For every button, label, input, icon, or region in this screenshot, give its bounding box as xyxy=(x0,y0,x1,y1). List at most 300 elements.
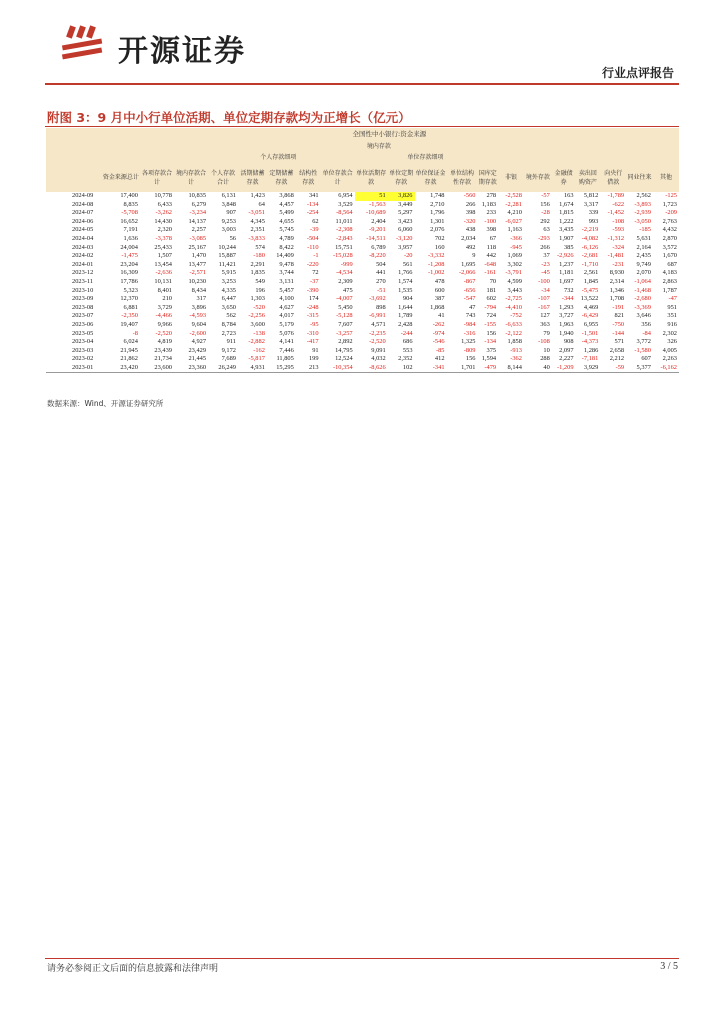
table-cell: 1,674 xyxy=(559,200,574,208)
table-cell: -2,843 xyxy=(336,234,353,242)
table-cell: 1,940 xyxy=(559,329,574,337)
table-cell: -809 xyxy=(463,346,476,354)
table-cell: 6,024 xyxy=(123,338,138,346)
table-cell: 1,835 xyxy=(250,269,265,277)
table-cell: 375 xyxy=(486,346,497,354)
table-cell: 118 xyxy=(486,243,497,251)
table-cell: 102 xyxy=(388,364,415,373)
table-cell: -504 xyxy=(306,234,319,242)
table-cell: 607 xyxy=(641,355,651,363)
table-cell: -95 xyxy=(310,320,319,328)
table-cell: 25,167 xyxy=(188,243,207,251)
table-cell: -8,564 xyxy=(336,209,353,217)
table-cell: 2,710 xyxy=(430,200,445,208)
table-cell: 4,469 xyxy=(583,303,599,311)
table-cell: 1,963 xyxy=(559,320,574,328)
table-cell: -913 xyxy=(510,346,522,354)
table-cell: 4,655 xyxy=(279,217,294,225)
table-cell: 3,650 xyxy=(221,303,236,311)
table-row xyxy=(46,218,679,227)
table-row xyxy=(46,364,679,373)
domestic-header: 境内存款 xyxy=(208,141,552,152)
table-cell: 56 xyxy=(229,234,236,242)
table-cell: -23 xyxy=(541,260,550,268)
table-cell: 3,868 xyxy=(279,192,294,199)
table-cell: -341 xyxy=(415,364,447,373)
table-cell: -867 xyxy=(463,277,476,285)
table-cell: 2,352 xyxy=(398,355,413,363)
table-cell: -231 xyxy=(612,260,625,268)
table-cell: 602 xyxy=(486,295,497,303)
table-cell: -51 xyxy=(377,286,386,294)
table-cell: 2,291 xyxy=(250,260,265,268)
table-cell: 743 xyxy=(465,312,476,320)
column-header: 卖出回购资产 xyxy=(576,163,601,192)
table-cell: -3,332 xyxy=(428,252,445,260)
table-cell: 2,164 xyxy=(636,243,651,251)
table-cell: -945 xyxy=(510,243,522,251)
table-cell: 4,345 xyxy=(250,217,265,225)
table-cell: 7,191 xyxy=(123,226,138,234)
table-cell: -45 xyxy=(541,269,550,277)
table-cell: -6,633 xyxy=(505,320,522,328)
table-cell: -20 xyxy=(403,252,413,260)
table-cell: 2,863 xyxy=(662,277,677,285)
table-row xyxy=(46,252,679,261)
table-row xyxy=(46,330,679,339)
column-header: 资金来源总计 xyxy=(102,163,140,192)
table-cell: 951 xyxy=(667,303,677,311)
table-cell: -2,256 xyxy=(248,312,265,320)
table-cell: 2,723 xyxy=(221,329,236,337)
table-cell: 2,097 xyxy=(559,346,574,354)
table-cell: 199 xyxy=(308,355,319,363)
table-cell: 8,144 xyxy=(498,364,524,373)
table-cell: 3,253 xyxy=(221,277,236,285)
table-cell: -4,466 xyxy=(155,312,172,320)
table-cell: 11,011 xyxy=(335,217,353,225)
table-cell: -3,120 xyxy=(396,234,413,242)
table-cell: 1,670 xyxy=(662,252,677,260)
table-cell: -520 xyxy=(253,303,265,311)
row-date: 2024-07 xyxy=(72,209,94,217)
table-cell: 3,729 xyxy=(157,303,172,311)
row-date: 2024-05 xyxy=(72,226,94,234)
table-cell: 9 xyxy=(472,252,476,260)
row-date: 2024-06 xyxy=(72,217,94,225)
table-cell: 907 xyxy=(226,209,236,217)
table-cell: -1,452 xyxy=(607,209,625,217)
table-cell: 2,302 xyxy=(662,329,677,337)
table-cell: -1,064 xyxy=(634,277,651,285)
table-cell: 4,032 xyxy=(371,355,386,363)
table-cell: -2,308 xyxy=(336,226,353,234)
table-cell: 10,131 xyxy=(154,277,172,285)
table-cell: 5,297 xyxy=(398,209,413,217)
row-date: 2024-04 xyxy=(72,234,94,242)
table-cell: 3,317 xyxy=(583,200,599,208)
table-row xyxy=(46,321,679,330)
table-cell: 2,435 xyxy=(636,252,651,260)
table-cell: 11,421 xyxy=(218,260,236,268)
table-cell: -108 xyxy=(538,338,550,346)
table-cell: 4,017 xyxy=(279,312,294,320)
table-cell: 898 xyxy=(376,303,386,311)
table-cell: 5,745 xyxy=(279,226,294,234)
table-cell: 1,286 xyxy=(583,346,599,354)
table-cell: -3,051 xyxy=(248,209,265,217)
figure-title: 附图 3：9 月中小行单位活期、单位定期存款均为正增长（亿元） xyxy=(47,110,411,125)
table-cell: -547 xyxy=(463,295,476,303)
table-cell: -167 xyxy=(538,303,550,311)
table-cell: -28 xyxy=(541,209,550,217)
table-cell: -3,378 xyxy=(155,234,172,242)
table-cell: 5,499 xyxy=(279,209,294,217)
column-header: 定期储蓄存款 xyxy=(267,163,296,192)
data-source: 数据来源：Wind、开源证券研究所 xyxy=(47,399,164,408)
table-cell: 1,787 xyxy=(662,286,677,294)
table-cell: -315 xyxy=(306,312,319,320)
table-cell: -57 xyxy=(541,192,550,199)
table-cell: 438 xyxy=(465,226,476,234)
table-cell: -362 xyxy=(510,355,522,363)
table-cell: -254 xyxy=(306,209,319,217)
table-cell: -2,680 xyxy=(634,295,651,303)
table-cell: 1,346 xyxy=(609,286,625,294)
table-cell: -2,350 xyxy=(121,312,138,320)
table-cell: -2,725 xyxy=(505,295,522,303)
table-cell: 23,204 xyxy=(120,260,138,268)
table-cell: -6,162 xyxy=(653,364,679,373)
row-date: 2023-09 xyxy=(72,295,94,303)
table-cell: 1,815 xyxy=(559,209,574,217)
row-date: 2023-03 xyxy=(72,346,94,354)
column-header: 金融债券 xyxy=(552,163,576,192)
table-cell: -134 xyxy=(306,200,319,208)
table-cell: -479 xyxy=(477,364,498,373)
table-cell: 15,295 xyxy=(267,364,296,373)
table-cell: 1,301 xyxy=(430,217,445,225)
table-cell: -1,481 xyxy=(607,252,625,260)
table-cell: -8,626 xyxy=(355,364,388,373)
kaiyuan-logo-icon xyxy=(58,24,108,64)
row-date: 2023-10 xyxy=(72,286,94,294)
table-cell: 1,845 xyxy=(583,277,599,285)
table-cell: -85 xyxy=(435,346,445,354)
table-cell: -8 xyxy=(132,329,138,337)
table-cell: 1,644 xyxy=(398,303,413,311)
table-cell: 13,522 xyxy=(580,295,599,303)
table-cell: -2,520 xyxy=(369,338,386,346)
table-cell: -999 xyxy=(340,260,353,268)
deposit-data-table xyxy=(46,128,679,373)
table-cell: 9,478 xyxy=(279,260,294,268)
table-cell: -320 xyxy=(463,217,476,225)
table-cell: 21,945 xyxy=(120,346,138,354)
table-cell: 1,789 xyxy=(398,312,413,320)
table-cell: 2,309 xyxy=(338,277,353,285)
table-cell: 2,263 xyxy=(662,355,677,363)
table-cell: 72 xyxy=(312,269,319,277)
table-cell: 1,183 xyxy=(481,200,497,208)
table-cell: 2,227 xyxy=(559,355,574,363)
column-header: 单位存款合计 xyxy=(321,163,355,192)
table-cell: -15,028 xyxy=(332,252,353,260)
table-cell: 4,931 xyxy=(238,364,267,373)
table-cell: 2,561 xyxy=(583,269,599,277)
table-cell: 2,314 xyxy=(609,277,625,285)
table-cell: 17,786 xyxy=(120,277,138,285)
table-cell: -1,312 xyxy=(607,234,625,242)
table-cell: 5,812 xyxy=(583,192,599,199)
table-cell: -100 xyxy=(484,217,497,225)
table-cell: -209 xyxy=(665,209,677,217)
table-cell: 1,796 xyxy=(430,209,445,217)
table-cell: 21,862 xyxy=(120,355,138,363)
table-cell: 398 xyxy=(486,226,497,234)
table-cell: -4,007 xyxy=(336,295,353,303)
table-cell: 492 xyxy=(465,243,476,251)
table-cell: 21,445 xyxy=(188,355,207,363)
table-row xyxy=(46,235,679,244)
column-header-row xyxy=(46,163,679,192)
table-cell: -1,002 xyxy=(428,269,445,277)
table-cell: 213 xyxy=(296,364,321,373)
table-cell: -1,789 xyxy=(607,192,625,199)
table-cell: 24,004 xyxy=(120,243,138,251)
table-cell: 9,966 xyxy=(157,320,172,328)
table-cell: -366 xyxy=(510,234,522,242)
column-header xyxy=(46,163,102,192)
table-cell: 79 xyxy=(543,329,550,337)
table-cell: -316 xyxy=(463,329,476,337)
table-cell: 1,695 xyxy=(461,260,476,268)
table-cell: -144 xyxy=(612,329,625,337)
table-cell: 15,751 xyxy=(335,243,353,251)
table-cell: -390 xyxy=(306,286,319,294)
table-cell: 351 xyxy=(667,312,677,320)
table-cell: -161 xyxy=(484,269,497,277)
table-cell: 4,927 xyxy=(191,338,207,346)
table-cell: -2,882 xyxy=(248,338,265,346)
table-cell: 270 xyxy=(376,277,386,285)
table-cell: 233 xyxy=(486,209,497,217)
table-cell: -1,501 xyxy=(581,329,599,337)
table-cell: 12,370 xyxy=(120,295,138,303)
table-cell: 2,870 xyxy=(662,234,677,242)
table-cell: -59 xyxy=(600,364,626,373)
table-cell: -10,689 xyxy=(365,209,386,217)
table-cell: 3,572 xyxy=(662,243,677,251)
table-cell: -110 xyxy=(307,243,319,251)
footer-disclaimer: 请务必参阅正文后面的信息披露和法律声明 xyxy=(47,964,219,974)
table-cell: 91 xyxy=(312,346,319,354)
table-cell: 8,422 xyxy=(279,243,294,251)
table-cell: 1,069 xyxy=(507,252,522,260)
table-cell: 2,320 xyxy=(157,226,172,234)
table-cell: 11,805 xyxy=(276,355,294,363)
table-cell: -134 xyxy=(484,338,497,346)
table-cell: 3,727 xyxy=(559,312,574,320)
table-cell: -3,833 xyxy=(248,234,265,242)
row-date: 2023-06 xyxy=(72,320,94,328)
table-cell: 3,772 xyxy=(636,338,651,346)
table-cell: 1,181 xyxy=(559,269,574,277)
table-cell: 51 xyxy=(355,192,388,201)
table-row xyxy=(46,295,679,304)
table-cell: 14,409 xyxy=(276,252,294,260)
table-cell: 70 xyxy=(489,277,497,285)
table-cell: 600 xyxy=(434,286,445,294)
table-cell: 2,351 xyxy=(250,226,265,234)
table-cell: 5,076 xyxy=(279,329,294,337)
table-cell: 326 xyxy=(667,338,677,346)
table-cell: 1,222 xyxy=(559,217,574,225)
table-cell: -2,528 xyxy=(505,192,522,199)
table-cell: 2,562 xyxy=(636,192,651,199)
table-cell: -39 xyxy=(310,226,319,234)
table-cell: 26,249 xyxy=(208,364,238,373)
table-cell: 9,091 xyxy=(371,346,386,354)
table-cell: -2,926 xyxy=(557,252,574,260)
table-cell: -3,262 xyxy=(155,209,172,217)
table-cell: 156 xyxy=(486,329,497,337)
table-cell: 4,183 xyxy=(662,269,677,277)
table-cell: -10,354 xyxy=(321,364,355,373)
table-cell: -220 xyxy=(306,260,319,268)
table-cell: 23,420 xyxy=(102,364,140,373)
table-cell: 1,701 xyxy=(447,364,478,373)
row-date: 2023-05 xyxy=(72,329,94,337)
table-cell: 4,335 xyxy=(221,286,236,294)
table-cell: 12,524 xyxy=(335,355,353,363)
table-cell: 3,646 xyxy=(636,312,651,320)
table-cell: -162 xyxy=(253,346,265,354)
table-cell: -248 xyxy=(306,303,319,311)
table-cell: -4,082 xyxy=(581,234,599,242)
table-cell: -5,475 xyxy=(581,286,599,294)
table-cell: 10,230 xyxy=(188,277,207,285)
table-cell: 62 xyxy=(312,217,319,225)
table-cell: -5,708 xyxy=(121,209,138,217)
column-header: 活期储蓄存款 xyxy=(238,163,267,192)
table-row xyxy=(46,312,679,321)
table-cell: 6,881 xyxy=(123,303,138,311)
table-cell: 562 xyxy=(226,312,236,320)
table-cell: 442 xyxy=(486,252,497,260)
table-cell: 67 xyxy=(489,234,497,242)
table-cell: -4,410 xyxy=(505,303,522,311)
row-date: 2023-08 xyxy=(72,303,94,311)
table-cell: -1,580 xyxy=(634,346,651,354)
table-cell: 1,858 xyxy=(507,338,522,346)
table-cell: -37 xyxy=(310,277,319,285)
table-cell: 13,477 xyxy=(188,260,207,268)
table-cell: 1,697 xyxy=(559,277,574,285)
table-cell: 3,302 xyxy=(507,260,522,268)
table-cell: 475 xyxy=(343,286,353,294)
table-cell: 25,433 xyxy=(154,243,172,251)
table-cell: -648 xyxy=(484,260,497,268)
table-cell: 2,763 xyxy=(662,217,677,225)
table-cell: 1,507 xyxy=(157,252,172,260)
table-cell: 6,433 xyxy=(157,200,172,208)
table-cell: -4,534 xyxy=(336,269,353,277)
table-cell: 724 xyxy=(486,312,497,320)
table-cell: 9,172 xyxy=(221,346,236,354)
table-cell: 1,594 xyxy=(481,355,497,363)
table-cell: 504 xyxy=(376,260,386,268)
table-cell: 2,658 xyxy=(609,346,625,354)
table-cell: 1,325 xyxy=(461,338,476,346)
table-cell: -593 xyxy=(612,226,625,234)
table-cell: 4,141 xyxy=(279,338,294,346)
table-cell: -3,369 xyxy=(634,303,651,311)
table-row xyxy=(46,269,679,278)
table-cell: 911 xyxy=(226,338,236,346)
header-divider xyxy=(45,83,679,85)
table-cell: -344 xyxy=(561,295,574,303)
table-cell: -656 xyxy=(463,286,476,294)
table-cell: -4,373 xyxy=(581,338,599,346)
table-cell: 2,076 xyxy=(430,226,445,234)
table-cell: 821 xyxy=(614,312,625,320)
table-cell: 5,450 xyxy=(338,303,353,311)
table-cell: -180 xyxy=(253,252,265,260)
table-body xyxy=(46,192,679,373)
table-row xyxy=(46,304,679,313)
table-cell: 4,571 xyxy=(371,320,386,328)
table-cell: -47 xyxy=(668,295,677,303)
table-cell: 9,604 xyxy=(191,320,207,328)
table-row xyxy=(46,226,679,235)
table-cell: 6,279 xyxy=(191,200,207,208)
table-cell: 40 xyxy=(524,364,552,373)
table-cell: 6,060 xyxy=(398,226,413,234)
unit-header: 单位存款细项 xyxy=(355,152,498,163)
table-row xyxy=(46,287,679,296)
table-cell: -417 xyxy=(306,338,319,346)
table-cell: -750 xyxy=(612,320,625,328)
table-row xyxy=(46,244,679,253)
table-cell: 4,819 xyxy=(157,338,172,346)
table-cell: 8,930 xyxy=(609,269,625,277)
table-cell: 2,070 xyxy=(636,269,651,277)
table-cell: -2,122 xyxy=(505,329,522,337)
table-cell: -560 xyxy=(463,192,476,199)
table-cell: 561 xyxy=(402,260,413,268)
table-cell: 9,749 xyxy=(636,260,651,268)
table-cell: 732 xyxy=(563,286,574,294)
title-divider xyxy=(45,126,679,127)
table-cell: -14,511 xyxy=(366,234,386,242)
table-cell: -6,991 xyxy=(369,312,386,320)
table-cell: 10,244 xyxy=(218,243,236,251)
table-cell: 5,457 xyxy=(279,286,294,294)
table-cell: 702 xyxy=(434,234,445,242)
table-cell: 8,835 xyxy=(123,200,138,208)
table-cell: 6,131 xyxy=(221,192,236,199)
table-cell: -1,209 xyxy=(552,364,576,373)
column-header: 单位保证金存款 xyxy=(415,163,447,192)
table-cell: 3,435 xyxy=(559,226,574,234)
table-cell: -2,600 xyxy=(189,329,207,337)
table-cell: -6,027 xyxy=(505,217,522,225)
column-header: 同业往来 xyxy=(626,163,653,192)
table-cell: -2,571 xyxy=(189,269,207,277)
table-cell: -5,817 xyxy=(248,355,265,363)
table-cell: 181 xyxy=(486,286,497,294)
